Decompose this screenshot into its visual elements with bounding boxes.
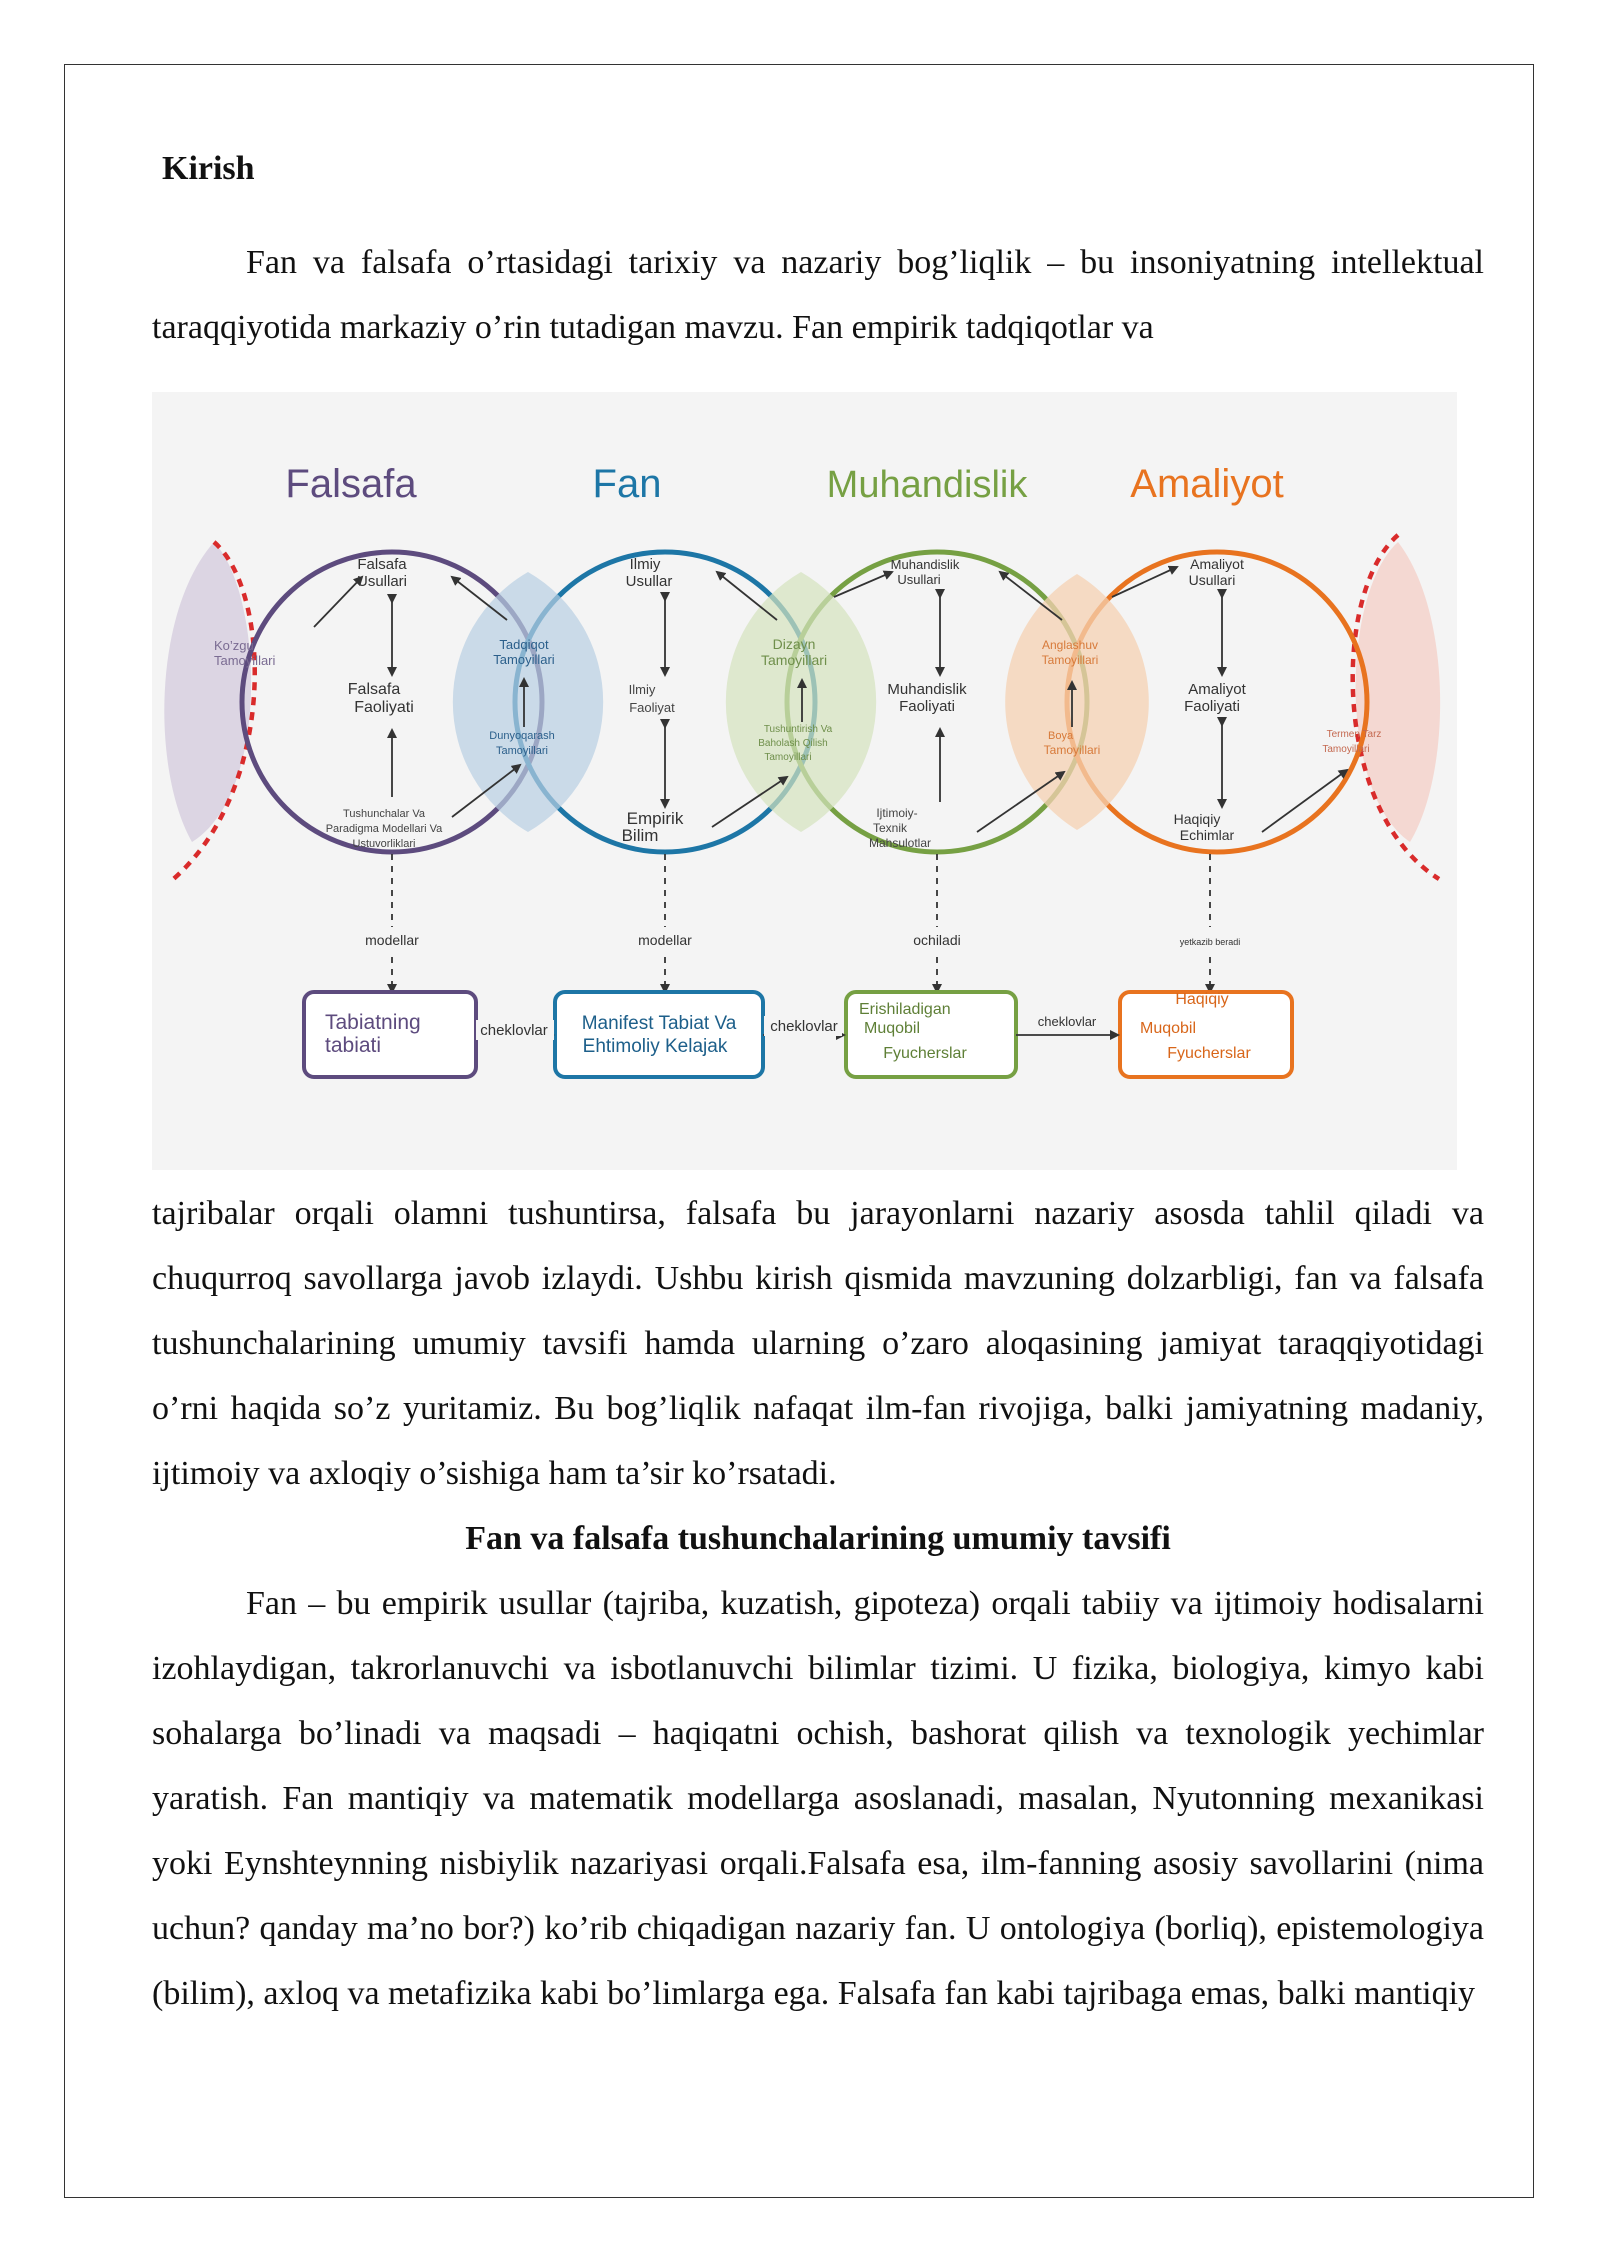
title-muhandislik: Muhandislik [826, 464, 1028, 506]
muh-usullar-l2: Usullari [897, 572, 941, 587]
muh-tushuntirish-l3: Tamoyillari [764, 752, 812, 763]
am-anglashuv-l1: Anglashuv [1041, 638, 1099, 652]
falsafa-paradigma-l1: Tushunchalar Va [343, 808, 425, 820]
am-usullar-l2: Usullari [1188, 572, 1236, 588]
intro-continued-paragraph: tajribalar orqali olamni tushuntirsa, falsafa bu jarayonlarni nazariy asosda tahlil qiladi va chuqurroq savollarga javob izlaydi. Ushbu kirish qismida mavzuning dolzarbligi, fan va falsafa tushunchalarining umumiy tavsifi hamda ularning o’zaro aloqasining jamiyat taraqqiyotidagi o’rni haqida so’z yuritamiz. Bu bog’liqlik nafaqat ilm-fan rivojiga, balki jamiyatning madaniy, ijtimoiy va axloqiy o’sishiga ham ta’sir ko’rsatadi. [152, 1195, 1484, 1492]
box1-l2: tabiati [325, 1034, 382, 1057]
box1-l1: Tabiatning [325, 1011, 421, 1034]
link-ochiladi: ochiladi [913, 932, 961, 948]
fan-tadqiqot-l1: Tadqiqot [499, 637, 549, 652]
fan-bilim-l2: Bilim [621, 826, 659, 845]
am-faoliyat-l1: Amaliyot [1188, 681, 1246, 698]
box4-l3: Fyucherslar [1167, 1045, 1251, 1062]
heading-kirish: Kirish [162, 150, 255, 187]
overlap-falsafa-fan [453, 572, 603, 832]
fan-faoliyat-l2: Faoliyat [629, 700, 675, 715]
falsafa-tamoyil-l1: Ko’zgu [214, 638, 254, 653]
cheklovlar-2: cheklovlar [770, 1018, 838, 1035]
am-boshqa-l2: Tamoyillari [1043, 743, 1101, 757]
fan-usullar-l2: Usullar [625, 573, 673, 590]
falsafa-faoliyat-l2: Faoliyati [354, 699, 414, 716]
am-boshqa-l1: Boya [1048, 730, 1074, 742]
falsafa-usullar-l2: Usullari [356, 573, 408, 590]
muh-mahsulot-l1: Ijtimoiy- [876, 806, 918, 820]
am-faoliyat-l2: Faoliyati [1184, 698, 1240, 715]
falsafa-tamoyil-l2: Tamoyillari [214, 653, 276, 668]
left-red-fill [164, 542, 251, 842]
fan-dunyoqarash-l1: Dunyoqarash [489, 730, 555, 742]
box-manifest-tabiat [555, 992, 763, 1077]
falsafa-paradigma-l3: Ustuvorliklari [352, 838, 416, 850]
fan-faoliyat-l1: Ilmiy [628, 682, 656, 697]
falsafa-paradigma-l2: Paradigma Modellari Va [325, 823, 443, 835]
muh-tushuntirish-l1: Tushuntirish Va [763, 724, 833, 735]
muh-faoliyat-l2: Faoliyati [899, 698, 955, 715]
section-body-paragraph: Fan – bu empirik usullar (tajriba, kuzatish, gipoteza) orqali tabiiy va ijtimoiy hodisalarni izohlaydigan, takrorlanuvchi va isbotlanuvchi bilimlar tizimi. U fizika, biologiya, kimyo kabi sohalarga bo’linadi va maqsadi – haqiqatni ochish, bashorat qilish va texnologik yechimlar yaratish. Fan mantiqiy va matematik modellarga asoslanadi, masalan, Nyutonning mexanikasi yoki Eynshteynning nisbiylik nazariyasi orqali.Falsafa esa, ilm-fanning asosiy savollarini (nima uchun? qanday ma’no bor?) ko’rib chiqadigan nazariy fan. U ontologiya (borliq), epistemologiya (bilim), axloq va metafizika kabi bo’limlarga ega. Falsafa fan kabi tajribaga emas, balki mantiqiy [152, 1585, 1484, 2012]
am-termen-l1: Termen Tarz [1326, 729, 1382, 740]
overlap-fan-muhandislik [726, 572, 876, 832]
cheklovlar-3: cheklovlar [1037, 1014, 1097, 1029]
muh-dizayn-l2: Tamoyillari [760, 652, 828, 668]
section-title: Fan va falsafa tushunchalarining umumiy tavsifi [465, 1520, 1171, 1557]
title-fan: Fan [592, 462, 662, 506]
link-modellar-2: modellar [638, 932, 692, 948]
fan-bilim-l1: Empirik [626, 809, 684, 828]
falsafa-usullar-l1: Falsafa [357, 556, 407, 573]
muh-tushuntirish-l2: Baholash Qilish [758, 738, 828, 749]
muh-usullar-l1: Muhandislik [890, 557, 960, 572]
box4-l2: Muqobil [1140, 1020, 1197, 1037]
muh-dizayn-l1: Dizayn [772, 636, 816, 652]
intro-paragraph: Fan va falsafa o’rtasidagi tarixiy va nazariy bog’liqlik – bu insoniyatning intellektual taraqqiyotida markaziy o’rin tutadigan mavzu. Fan empirik tadqiqotlar va [152, 244, 1484, 346]
box2-l2: Ehtimoliy Kelajak [582, 1036, 728, 1057]
fan-dunyoqarash-l2: Tamoyillari [496, 745, 548, 757]
diagram-figure [152, 392, 1457, 1170]
am-termen-l2: Tamoyillari [1322, 744, 1370, 755]
box3-l1: Erishiladigan [859, 1001, 951, 1018]
am-anglashuv-l2: Tamoyillari [1041, 653, 1099, 667]
muh-faoliyat-l1: Muhandislik [887, 681, 967, 698]
title-amaliyot: Amaliyot [1130, 462, 1284, 506]
am-usullar-l1: Amaliyot [1190, 556, 1244, 572]
am-echim-l1: Haqiqiy [1173, 811, 1221, 827]
box3-l3: Fyucherslar [883, 1045, 967, 1062]
muh-mahsulot-l2: Texnik [872, 821, 908, 835]
box4-l1: Haqiqiy [1175, 991, 1229, 1008]
am-echim-l2: Echimlar [1179, 827, 1235, 843]
fan-tadqiqot-l2: Tamoyillari [493, 652, 555, 667]
title-falsafa: Falsafa [285, 462, 417, 506]
box2-l1: Manifest Tabiat Va [581, 1013, 737, 1034]
fan-usullar-l1: Ilmiy [629, 556, 661, 573]
overlap-muhandislik-amaliyot [1005, 574, 1149, 830]
muh-mahsulot-l3: Mahsulotlar [868, 836, 932, 850]
falsafa-faoliyat-l1: Falsafa [347, 681, 401, 698]
link-yetkazib: yetkazib beradi [1179, 937, 1241, 947]
link-modellar-1: modellar [365, 932, 419, 948]
box3-l2: Muqobil [864, 1020, 921, 1037]
cheklovlar-1: cheklovlar [480, 1022, 548, 1039]
